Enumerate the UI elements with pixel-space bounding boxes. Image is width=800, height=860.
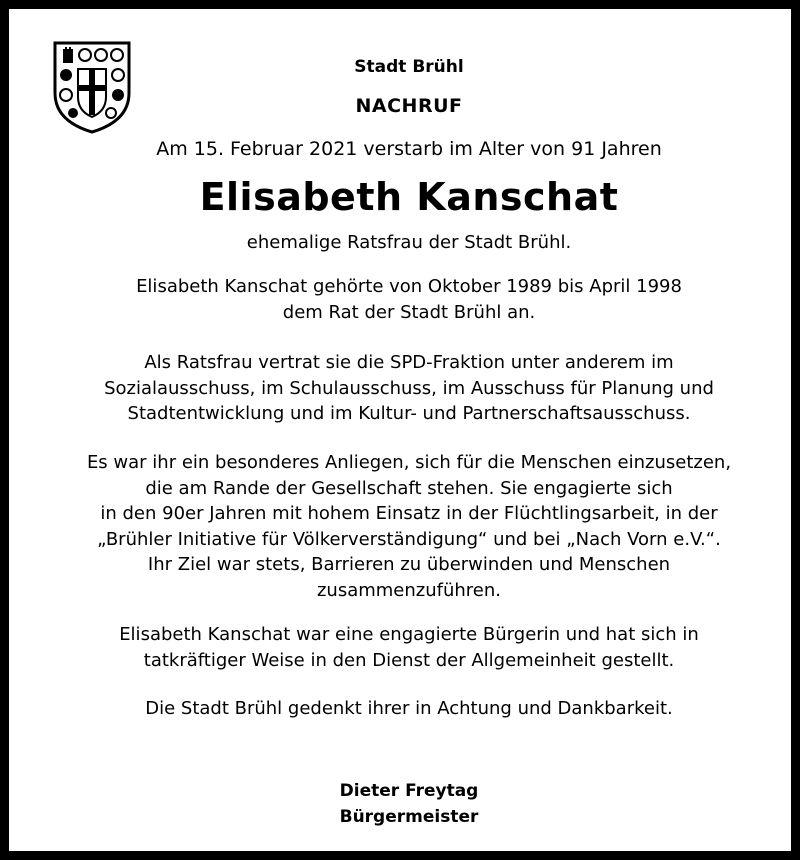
text-line: zusammenzuführen. — [316, 579, 502, 601]
paragraph-council-term — [9, 274, 800, 325]
paragraph-remembrance — [9, 696, 800, 722]
text-line: Es war ihr ein besonderes Anliegen, sich für die Menschen einzusetzen, — [86, 452, 732, 473]
city-coat-of-arms-icon — [51, 39, 133, 135]
text-line: „Brühler Initiative für Völkerverständigung“ und bei „Nach Vorn e.V.“. — [97, 528, 721, 550]
text-line: Ihr Ziel war stets, Barrieren zu überwinden und Menschen — [147, 554, 671, 575]
paragraph-citizen — [9, 622, 800, 673]
notice-heading: NACHRUF — [355, 95, 463, 117]
text-line: Sozialausschuss, im Schulausschuss, im Ausschuss für Planung und — [104, 377, 714, 399]
text-line: dem Rat der Stadt Brühl an. — [282, 301, 536, 323]
signatory-name: Dieter Freytag — [339, 781, 479, 801]
text-line: Elisabeth Kanschat gehörte von Oktober 1989 bis April 1998 — [136, 276, 682, 297]
paragraph-engagement — [9, 450, 800, 603]
text-line: Elisabeth Kanschat war eine engagierte Bürgerin und hat sich in — [119, 624, 699, 645]
text-line: tatkräftiger Weise in den Dienst der Allgemeinheit gestellt. — [143, 649, 675, 671]
text-line: Stadtentwicklung und im Kultur- und Partnerschaftsausschuss. — [127, 403, 691, 424]
text-line: in den 90er Jahren mit hohem Einsatz in der Flüchtlingsarbeit, in der — [100, 503, 718, 524]
death-announcement: Am 15. Februar 2021 verstarb im Alter von 91 Jahren — [156, 138, 662, 160]
text-line: Die Stadt Brühl gedenkt ihrer in Achtung und Dankbarkeit. — [145, 698, 673, 719]
text-line: Als Ratsfrau vertrat sie die SPD-Fraktion unter anderem im — [144, 352, 674, 373]
signatory-title: Bürgermeister — [339, 807, 479, 827]
deceased-name: Elisabeth Kanschat — [199, 175, 619, 219]
text-line: die am Rande der Gesellschaft stehen. Sie engagierte sich — [145, 477, 673, 499]
deceased-role: ehemalige Ratsfrau der Stadt Brühl. — [246, 232, 572, 253]
paragraph-committees — [9, 350, 800, 427]
issuer-city: Stadt Brühl — [354, 57, 464, 77]
